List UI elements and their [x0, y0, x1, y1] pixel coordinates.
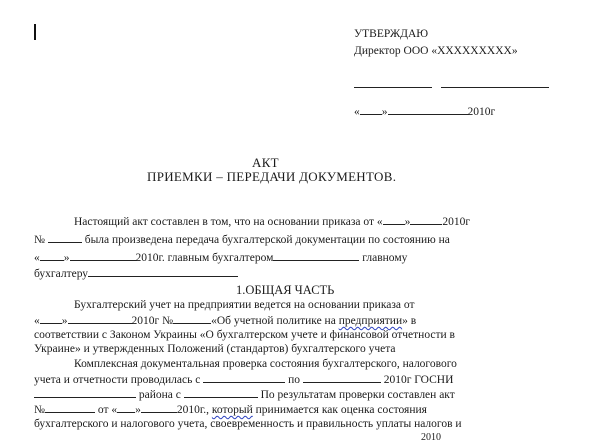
audit-start-blank[interactable] [203, 372, 285, 383]
intro-text-3d: главным бухгалтером [167, 252, 274, 264]
s1-text-2a: « [34, 315, 40, 327]
chief-accountant-to-blank[interactable] [88, 266, 238, 277]
s1-text-6a: учета и отчетности проводилась с [34, 374, 201, 386]
approval-date [354, 104, 495, 119]
signature-lines [354, 77, 549, 92]
intro-line-2 [34, 232, 450, 247]
title-akt: АКТ [252, 155, 279, 170]
transfer-day-blank[interactable] [40, 250, 64, 261]
intro-line-3 [34, 250, 407, 265]
approval-date-open-quote: « [354, 106, 360, 118]
s1-text-10: 2010 [421, 432, 441, 443]
text-cursor [34, 24, 36, 40]
tax-office-blank[interactable] [34, 387, 136, 398]
section-1-line-7 [34, 387, 455, 402]
section-1-line-3 [34, 328, 455, 342]
section-1-line-10 [421, 431, 441, 445]
document-title-line2 [147, 170, 396, 184]
section-1-line-6 [34, 372, 453, 387]
approval-date-close-quote: » [381, 106, 388, 118]
director-line [354, 44, 518, 58]
section-1-line-8 [34, 402, 427, 417]
director-line-text: Директор ООО «ХХХХХХХХХ» [354, 45, 518, 57]
s1-text-3: соответствии с Законом Украины «О бухгалтерском учете и финансовой отчетности в [34, 329, 455, 341]
transfer-month-blank[interactable] [70, 250, 136, 261]
order-day-blank[interactable] [383, 214, 405, 225]
section-1-line-1 [74, 298, 415, 312]
intro-text-1c: 2010г [442, 216, 471, 228]
section-1-heading-text: 1.ОБЩАЯ ЧАСТЬ [236, 283, 335, 297]
s1-text-2d: «Об учетной политике на [211, 315, 339, 327]
approval-month-blank[interactable] [388, 104, 468, 115]
approval-heading-text: УТВЕРЖДАЮ [354, 28, 429, 40]
intro-line-1 [74, 214, 470, 229]
policy-number-blank[interactable] [173, 313, 211, 324]
s1-text-8a: № [34, 404, 45, 416]
order-number-blank[interactable] [48, 232, 82, 243]
report-number-blank[interactable] [45, 402, 95, 413]
s1-text-2f: » в [402, 315, 417, 327]
intro-line-4 [34, 266, 238, 281]
intro-text-2b: была произведена передача бухгалтерской документации по состоянию на [84, 234, 450, 246]
s1-text-2e: предприятии [338, 315, 403, 327]
section-1-heading [236, 283, 334, 297]
s1-text-5: Комплексная документальная проверка состояния бухгалтерского, налогового [74, 358, 457, 370]
intro-text-4a: бухгалтеру [34, 268, 89, 280]
s1-text-7a: района с [138, 389, 181, 401]
intro-text-1a: Настоящий акт составлен в том, что на основании приказа от « [74, 216, 383, 228]
s1-text-4: Украине» и утвержденных Положений (стандартов) бухгалтерского учета [34, 343, 396, 355]
signature-blank[interactable] [354, 77, 432, 88]
name-blank[interactable] [441, 77, 549, 88]
report-month-blank[interactable] [141, 402, 177, 413]
intro-text-3c: 2010г. [135, 252, 165, 264]
s1-text-6c: 2010г ГОСНИ [383, 374, 454, 386]
s1-text-9: бухгалтерского и налогового учета, своевременность и правильность уплаты налогов и [34, 418, 462, 430]
s1-text-7b: По результатам проверки составлен акт [260, 389, 455, 401]
report-date-blank[interactable] [184, 387, 258, 398]
chief-accountant-from-blank[interactable] [273, 250, 359, 261]
s1-text-8d: 2010г., [176, 404, 210, 416]
report-day-blank[interactable] [117, 402, 135, 413]
intro-text-3a: « [34, 252, 40, 264]
s1-text-1: Бухгалтерский учет на предприятии ведется на основании приказа от [74, 299, 415, 311]
approval-year: 2010г [467, 106, 496, 118]
section-1-line-5 [74, 357, 457, 371]
policy-month-blank[interactable] [68, 313, 132, 324]
title-subtitle: ПРИЕМКИ – ПЕРЕДАЧИ ДОКУМЕНТОВ. [147, 169, 397, 184]
intro-text-3b: » [63, 252, 70, 264]
policy-day-blank[interactable] [40, 313, 62, 324]
order-month-blank[interactable] [410, 214, 442, 225]
intro-text-1b: » [404, 216, 411, 228]
s1-text-8e: который [211, 404, 253, 416]
section-1-line-9 [34, 417, 462, 431]
s1-text-8f: принимается как оценка состояния [255, 404, 427, 416]
s1-text-8c: » [135, 404, 141, 416]
audit-end-blank[interactable] [303, 372, 381, 383]
section-1-line-4 [34, 342, 395, 356]
intro-text-3e: главному [362, 252, 408, 264]
approval-day-blank[interactable] [360, 104, 382, 115]
s1-text-6b: по [288, 374, 300, 386]
intro-text-2a: № [34, 234, 45, 246]
document-title-line1 [252, 156, 279, 170]
s1-text-2c: 2010г № [131, 315, 174, 327]
approval-heading [354, 27, 428, 41]
s1-text-2b: » [61, 315, 68, 327]
section-1-line-2 [34, 313, 416, 328]
s1-text-8b: от « [97, 404, 118, 416]
